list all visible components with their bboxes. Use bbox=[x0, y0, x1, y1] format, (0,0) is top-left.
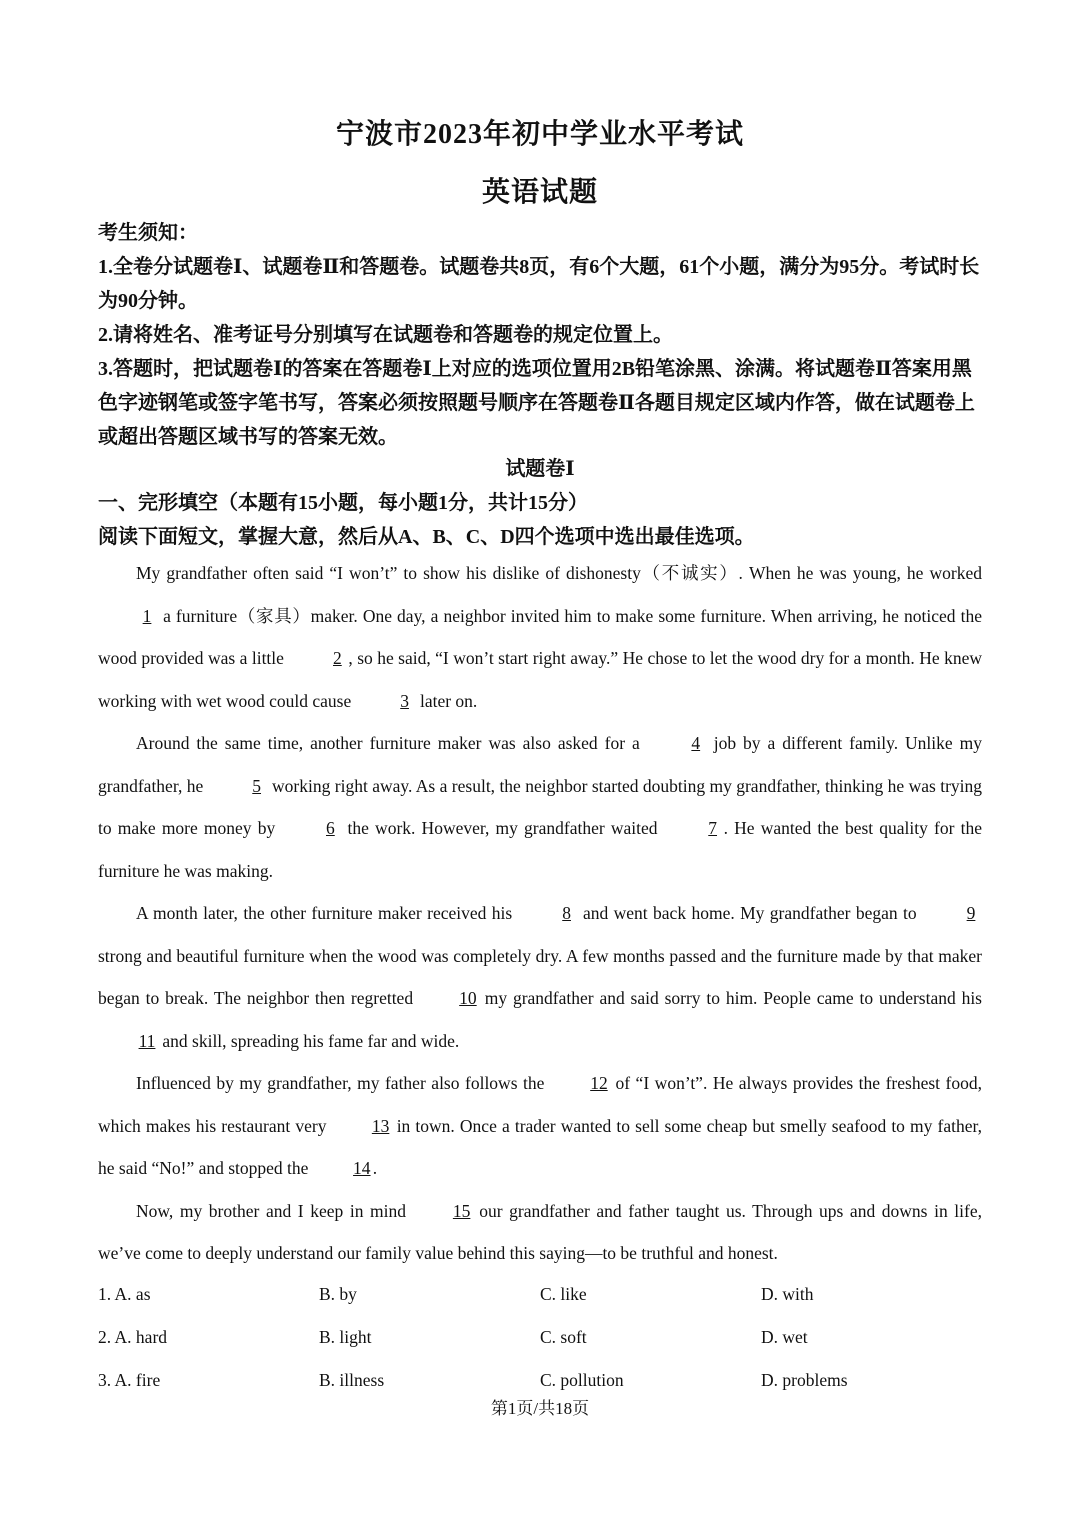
option-row-2 bbox=[98, 1327, 982, 1351]
blank-13: 13 bbox=[371, 1115, 390, 1136]
notice-item-1: 1.全卷分试题卷Ⅰ、试题卷Ⅱ和答题卷。试题卷共8页，有6个大题，61个小题，满分为95分。考试时长为90分钟。 bbox=[98, 256, 980, 312]
passage-text: Now, my brother and I keep in mind bbox=[136, 1200, 413, 1221]
blank-11: 11 bbox=[138, 1030, 156, 1051]
passage-text: A month later, the other furniture maker received his bbox=[136, 903, 518, 923]
option-2c: C. soft bbox=[540, 1327, 587, 1347]
option-1b: B. by bbox=[319, 1284, 357, 1304]
passage-text: strong and beautiful furniture when the wood was completely dry. A few months passed and the furniture made by that maker began to break. The neighbor then regretted bbox=[98, 945, 982, 1008]
passage-text: . He wanted the best quality for the furniture he was making. bbox=[98, 818, 982, 881]
paper-label: 试题卷Ⅰ bbox=[505, 458, 575, 480]
passage-paragraph-1 bbox=[98, 552, 982, 722]
passage-text: my grandfather and said sorry to him. People came to understand his bbox=[478, 988, 982, 1008]
passage-text: job by a different family. Unlike my grandfather, he bbox=[98, 733, 982, 796]
notice-heading: 考生须知： bbox=[98, 222, 198, 244]
passage-text: of “I won’t”. He always provides the freshest food, which makes his restaurant very bbox=[98, 1073, 982, 1136]
passage-paragraph-3 bbox=[98, 892, 982, 1062]
passage-paragraph-5 bbox=[98, 1190, 982, 1275]
passage-text: , so he said, “I won’t start right away.” He chose to let the wood dry for a month. He knew working with wet wood could cause bbox=[98, 648, 983, 711]
part-title: 一、完形填空（本题有15小题，每小题1分，共计15分） bbox=[98, 492, 588, 514]
passage-text: a furniture（家具）maker. One day, a neighbor invited him to make some furniture. When arriving, he noticed the wood provided was a little bbox=[98, 605, 982, 668]
option-3b: B. illness bbox=[319, 1370, 385, 1390]
option-row-1 bbox=[98, 1284, 982, 1308]
passage-paragraph-2 bbox=[98, 722, 982, 892]
passage-text: . bbox=[372, 1158, 378, 1178]
option-1c: C. like bbox=[540, 1284, 587, 1304]
passage-text: in town. Once a trader wanted to sell some cheap but smelly seafood to my father, he said “No!” and stopped the bbox=[98, 1115, 983, 1178]
blank-6: 6 bbox=[326, 818, 335, 838]
option-3a: 3. A. fire bbox=[98, 1370, 161, 1390]
notice-item-2: 2.请将姓名、准考证号分别填写在试题卷和答题卷的规定位置上。 bbox=[98, 324, 673, 346]
option-3d: D. problems bbox=[761, 1370, 848, 1390]
option-2b: B. light bbox=[319, 1327, 372, 1347]
blank-8: 8 bbox=[562, 903, 571, 923]
option-3c: C. pollution bbox=[540, 1370, 624, 1390]
cloze-passage bbox=[98, 552, 982, 1275]
blank-9: 9 bbox=[966, 903, 976, 923]
notice-item-3: 3.答题时，把试题卷Ⅰ的答案在答题卷Ⅰ上对应的选项位置用2B铅笔涂黑、涂满。将试题卷Ⅱ答案用黑色字迹钢笔或签字笔书写，答案必须按照题号顺序在答题卷Ⅱ各题目规定区域内作答，做在试题卷上或超出答题区域书写的答案无效。 bbox=[98, 358, 975, 448]
blank-14: 14 bbox=[353, 1158, 371, 1178]
blank-10: 10 bbox=[459, 988, 477, 1008]
passage-text: working right away. As a result, the neighbor started doubting my grandfather, thinking he was trying to make more money by bbox=[98, 775, 983, 838]
part-instruction: 阅读下面短文，掌握大意，然后从A、B、C、D四个选项中选出最佳选项。 bbox=[98, 526, 755, 548]
blank-7: 7 bbox=[708, 818, 718, 838]
blank-4: 4 bbox=[691, 733, 701, 753]
passage-text: Around the same time, another furniture maker was also asked for a bbox=[136, 733, 647, 753]
option-row-3 bbox=[98, 1370, 982, 1394]
passage-text: and went back home. My grandfather began to bbox=[577, 903, 922, 923]
option-1d: D. with bbox=[761, 1284, 814, 1304]
option-1a: 1. A. as bbox=[98, 1284, 151, 1304]
option-2a: 2. A. hard bbox=[98, 1327, 168, 1347]
passage-text: the work. However, my grandfather waited bbox=[341, 818, 664, 838]
blank-2: 2 bbox=[333, 648, 342, 668]
page-number: 第1页/共18页 bbox=[490, 1399, 590, 1418]
exam-subtitle: 英语试题 bbox=[481, 177, 598, 208]
blank-3: 3 bbox=[400, 690, 409, 711]
passage-text: and skill, spreading his fame far and wide. bbox=[158, 1030, 460, 1051]
option-2d: D. wet bbox=[761, 1327, 808, 1347]
blank-1: 1 bbox=[142, 605, 152, 626]
passage-text: later on. bbox=[415, 690, 478, 711]
passage-text: our grandfather and father taught us. Through ups and downs in life, we’ve come to deeply understand our family value behind this saying—to be truthful and honest. bbox=[98, 1200, 982, 1263]
passage-text: My grandfather often said “I won’t” to show his dislike of dishonesty（不诚实）. When he was young, he worked bbox=[136, 563, 982, 583]
blank-5: 5 bbox=[252, 775, 262, 796]
passage-paragraph-4 bbox=[98, 1062, 982, 1190]
blank-15: 15 bbox=[452, 1200, 471, 1221]
passage-text: Influenced by my grandfather, my father also follows the bbox=[136, 1073, 550, 1093]
blank-12: 12 bbox=[590, 1073, 608, 1093]
exam-title: 宁波市2023年初中学业水平考试 bbox=[335, 119, 744, 150]
